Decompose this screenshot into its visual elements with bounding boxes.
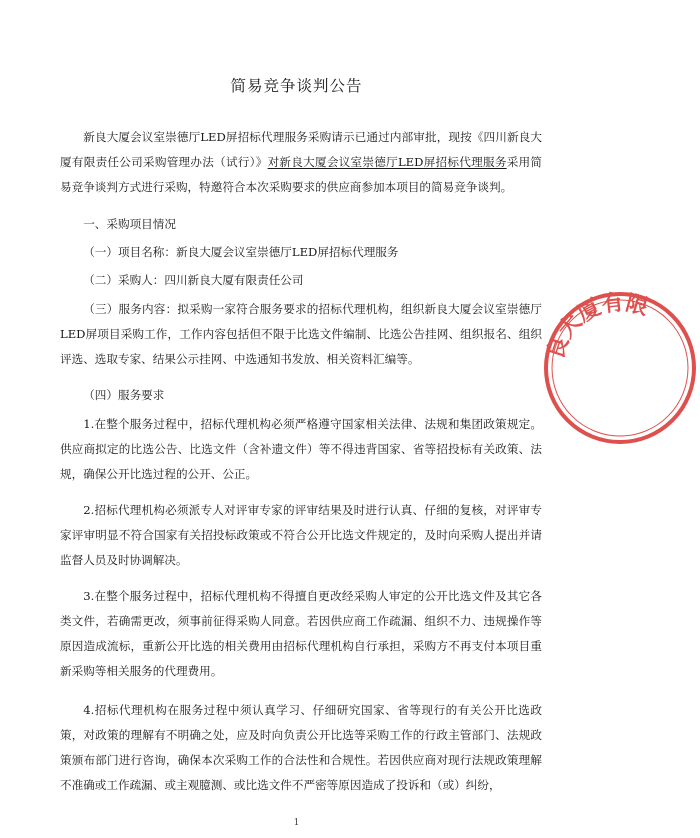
requirement-2 — [60, 498, 542, 573]
item-service-requirements — [60, 383, 542, 408]
requirement-1-text: 1.在整个服务过程中，招标代理机构必须严格遵守国家相关法律、法规和集团政策规定。供应商拟定的比选公告、比选文件（含补遗文件）等不得违背国家、省等招投标有关政策、法规，确保公开比选过程的公开、公正。 — [60, 417, 542, 481]
page-number: 1 — [293, 818, 300, 828]
section-1-heading — [60, 212, 542, 237]
intro-text-a: 新良大厦会议室崇德厅LED屏招标代理服务采购请示已通过内部审批，现按《四川新良大厦有限责任公司采购管理办法（试行）》 — [60, 130, 542, 169]
item-service-content — [60, 297, 542, 372]
requirement-3 — [60, 584, 542, 684]
requirement-3-text: 3.在整个服务过程中，招标代理机构不得擅自更改经采购人审定的公开比选文件及其它各类文件，若确需更改，须事前征得采购人同意。若因供应商工作疏漏、组织不力、违规操作等原因造成流标，重新公开比选的相关费用由招标代理机构自行承担，采购方不再支付本项目重新采购等相关服务的代理费用。 — [60, 589, 542, 678]
svg-text:良大厦有限 — [542, 289, 650, 362]
item-service-requirements-text: （四）服务要求 — [83, 388, 165, 402]
intro-underlined-text: 对新良大厦会议室崇德厅LED屏招标代理服务 — [267, 155, 507, 169]
company-seal — [540, 288, 700, 448]
intro-paragraph — [60, 125, 542, 200]
page-title: 简易竞争谈判公告 — [230, 77, 363, 95]
requirement-2-text: 2.招标代理机构必须派专人对评审专家的评审结果及时进行认真、仔细的复核，对评审专家评审明显不符合国家有关招投标政策或不符合公开比选文件规定的，及时向采购人提出并请监督人员及时协调解决。 — [60, 503, 542, 567]
item-purchaser — [60, 268, 542, 293]
seal-text: 良大厦有限 — [543, 290, 651, 363]
item-project-name — [60, 240, 542, 265]
intro-text-b: 采用简易竞争谈判方式进行采购，特邀符合本次采购要求的供应商参加本项目的简易竞争谈判。 — [60, 155, 542, 194]
section-heading-text: 一、采购项目情况 — [83, 217, 176, 231]
item-project-name-text: （一）项目名称：新良大厦会议室崇德厅LED屏招标代理服务 — [83, 245, 399, 259]
requirement-1 — [60, 412, 542, 487]
item-purchaser-text: （二）采购人：四川新良大厦有限责任公司 — [83, 273, 304, 287]
requirement-4-text: 4.招标代理机构在服务过程中须认真学习、仔细研究国家、省等现行的有关公开比选政策，对政策的理解有不明确之处，应及时向负责公开比选等采购工作的行政主管部门、法规政策颁布部门进行咨询，确保本次采购工作的合法性和合规性。若因供应商对现行法规政策理解不准确或工作疏漏、或主观臆测、或比选文件不严密等原因造成了投诉和（或）纠纷， — [60, 703, 542, 792]
requirement-4 — [60, 698, 542, 798]
item-service-content-text: （三）服务内容：拟采购一家符合服务要求的招标代理机构，组织新良大厦会议室崇德厅LED屏项目采购工作，工作内容包括但不限于比选文件编制、比选公告挂网、组织报名、组织评选、选取专家、结果公示挂网、中选通知书发放、相关资料汇编等。 — [60, 302, 542, 366]
